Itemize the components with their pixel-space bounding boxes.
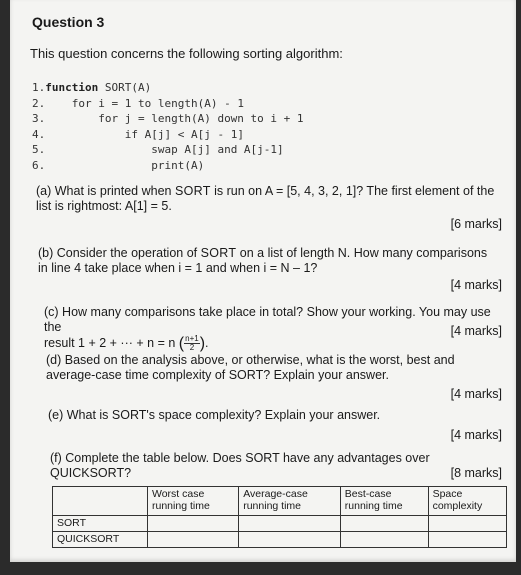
part-a-marks: [6 marks]: [450, 217, 502, 231]
table-cell[interactable]: [428, 532, 506, 548]
part-e: [48, 408, 508, 423]
table-cell[interactable]: [340, 532, 428, 548]
part-c: [44, 305, 508, 352]
part-c-line2: result 1 + 2 + ··· + n = n ( $\frac{n+1}{2}$ ).: [44, 334, 209, 352]
table-row: [53, 532, 507, 548]
part-f-text: (f) Complete the table below. Does SORT have any advantages over QUICKSORT?: [50, 451, 430, 480]
table-row-label: QUICKSORT: [53, 532, 148, 548]
table-header-cell: Best-case running time: [340, 487, 428, 516]
pseudocode-block: [32, 80, 304, 173]
table-cell[interactable]: [148, 532, 239, 548]
part-a-text: (a) What is printed when SORT is run on A = [5, 4, 3, 2, 1]? The first element of the list is rightmost: A[1] = 5.: [36, 184, 495, 213]
part-d: [46, 353, 508, 383]
table-row: [53, 516, 507, 532]
part-b-marks: [4 marks]: [450, 278, 502, 292]
part-c-line1: (c) How many comparisons take place in total? Show your working. You may use the: [44, 305, 491, 334]
table-row-label: SORT: [53, 516, 148, 532]
part-c-marks: [4 marks]: [450, 324, 502, 338]
code-line: 6. print(A): [32, 158, 205, 172]
table-cell[interactable]: [239, 532, 341, 548]
part-e-marks: [4 marks]: [450, 428, 502, 442]
part-d-text: (d) Based on the analysis above, or otherwise, what is the worst, best and average-case time complexity of SORT? Explain your answer.: [46, 353, 455, 382]
part-b-text: (b) Consider the operation of SORT on a list of length N. How many comparisons in line 4 take place when i = 1 and when i = N – 1?: [38, 246, 488, 275]
complexity-table: [52, 486, 507, 548]
table-header-cell: Worst case running time: [148, 487, 239, 516]
table-header-row: [53, 487, 507, 516]
table-cell[interactable]: [340, 516, 428, 532]
formula-fraction: $\frac{n+1}{2}$: [185, 334, 199, 352]
table-header-cell: Space complexity: [428, 487, 506, 516]
table-cell[interactable]: [239, 516, 341, 532]
table-cell[interactable]: [148, 516, 239, 532]
code-line: 3. for j = length(A) down to i + 1: [32, 112, 304, 125]
part-f-marks: [8 marks]: [450, 466, 502, 480]
code-line: 1.function SORT(A): [32, 81, 152, 94]
question-intro: This question concerns the following sorting algorithm:: [30, 46, 343, 61]
code-line: 4. if A[j] < A[j - 1]: [32, 127, 244, 141]
part-b: [38, 246, 508, 276]
part-a: [36, 184, 510, 214]
code-line: 2. for i = 1 to length(A) - 1: [32, 96, 244, 110]
part-d-marks: [4 marks]: [450, 387, 502, 401]
question-title: Question 3: [32, 14, 105, 30]
exam-page: [10, 0, 516, 562]
part-f: [50, 451, 508, 481]
table-cell[interactable]: [428, 516, 506, 532]
table-header-cell: [53, 487, 148, 516]
part-e-text: (e) What is SORT's space complexity? Explain your answer.: [48, 408, 381, 422]
table-header-cell: Average-case running time: [239, 487, 341, 516]
code-line: 5. swap A[j] and A[j-1]: [32, 143, 284, 156]
